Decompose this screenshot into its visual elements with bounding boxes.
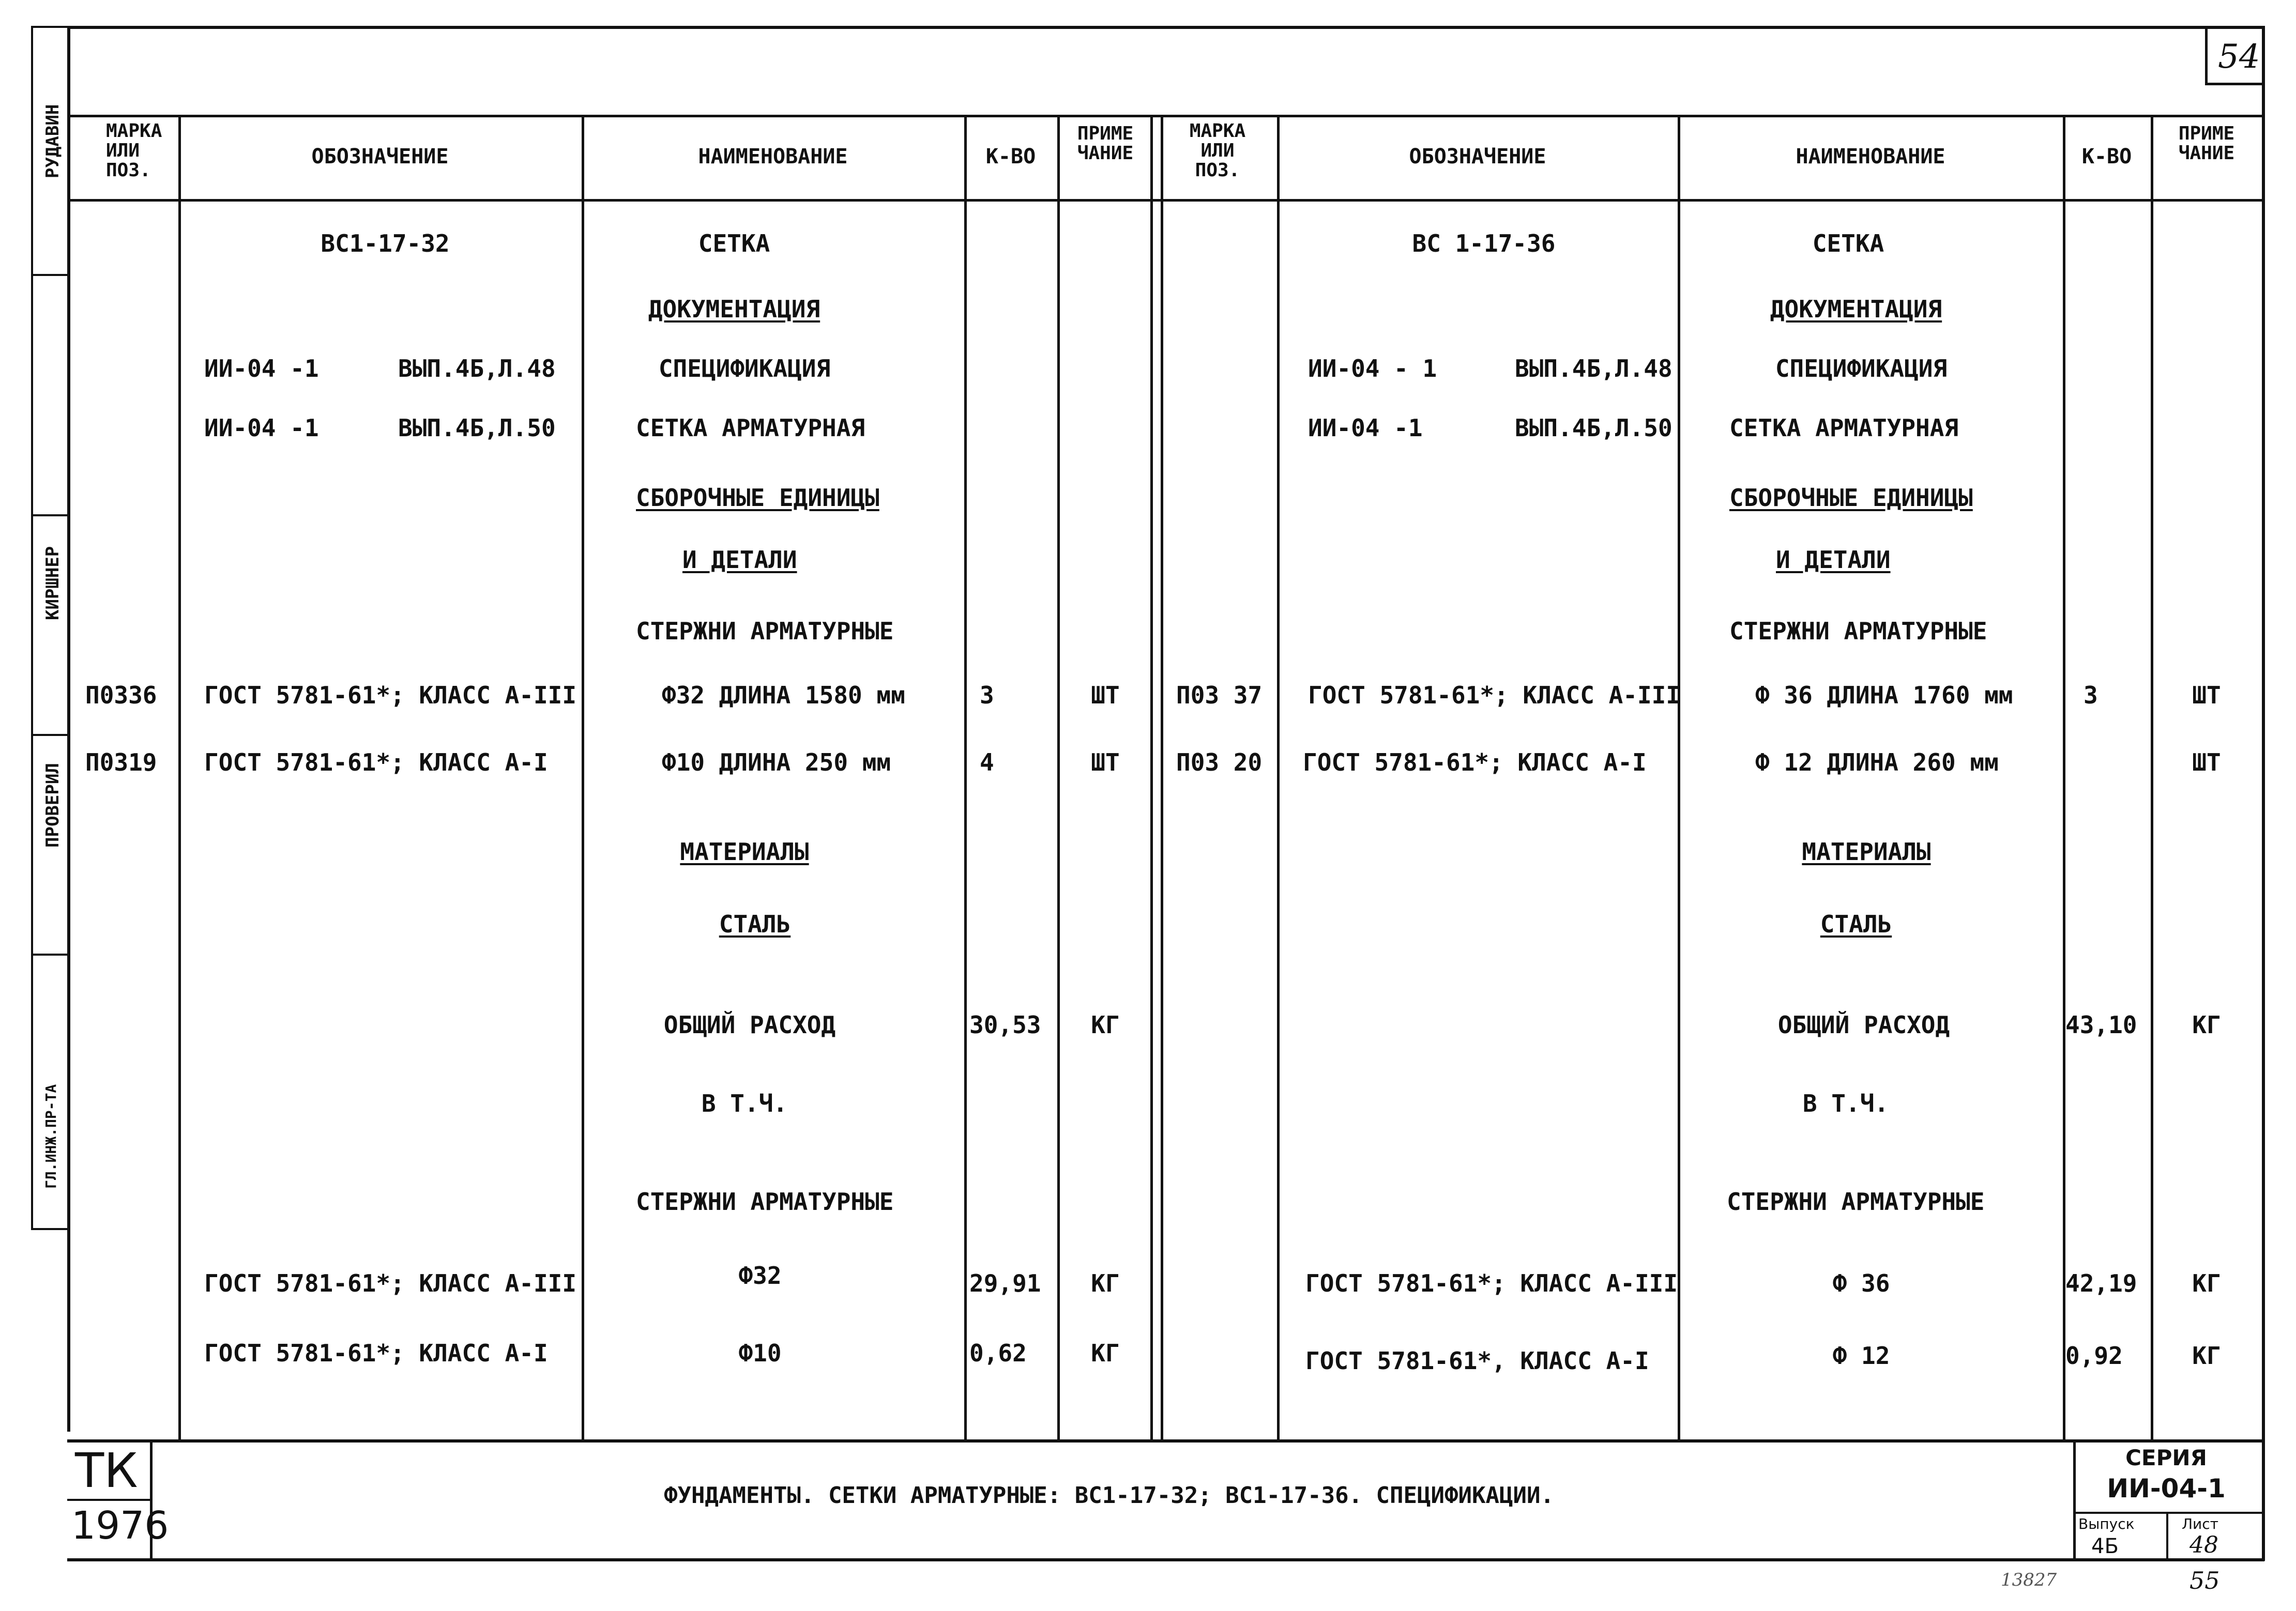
header-designation-right: ОБОЗНАЧЕНИЕ — [1409, 145, 1546, 168]
col-line — [1057, 115, 1060, 1440]
right-title-name: СЕТКА — [1812, 229, 1884, 257]
right-steel: СТАЛЬ — [1820, 910, 1892, 938]
left-r2-std: ГОСТ 5781-61*; КЛАСС А-I — [204, 748, 548, 776]
right-rods2: СТЕРЖНИ АРМАТУРНЫЕ — [1727, 1188, 1985, 1216]
col-line — [1678, 115, 1680, 1440]
year-label: 1976 — [71, 1503, 169, 1548]
right-rods: СТЕРЖНИ АРМАТУРНЫЕ — [1729, 617, 1987, 645]
strip-checker2: ПРОВЕРИЛ — [42, 763, 63, 848]
left-doc2-ref: ВЫП.4Б,Л.50 — [398, 414, 556, 442]
right-incl: В Т.Ч. — [1802, 1090, 1889, 1117]
right-doc2-name: СЕТКА АРМАТУРНАЯ — [1729, 414, 1959, 442]
bottom-code: 13827 — [2001, 1570, 2057, 1590]
left-m1-qty: 29,91 — [969, 1269, 1041, 1297]
left-r2-pos: П0319 — [85, 748, 157, 776]
title-block-divider — [2073, 1439, 2076, 1561]
left-m2-std: ГОСТ 5781-61*; КЛАСС А-I — [204, 1339, 548, 1367]
left-title-designation: ВС1-17-32 — [321, 229, 450, 257]
right-m1-std: ГОСТ 5781-61*; КЛАСС А-III — [1305, 1269, 1678, 1297]
strip-designer: РУДАВИН — [42, 104, 63, 178]
table-bottom-line — [67, 1439, 2264, 1443]
left-materials: МАТЕРИАЛЫ — [680, 838, 809, 866]
left-r2-qty: 4 — [980, 748, 994, 776]
sheet-number: 54 — [2218, 38, 2260, 76]
series-label: СЕРИЯ — [2125, 1445, 2207, 1470]
left-incl: В Т.Ч. — [701, 1090, 788, 1117]
right-r2-name: Ф 12 ДЛИНА 260 мм — [1755, 748, 1999, 776]
left-doc2-name: СЕТКА АРМАТУРНАЯ — [636, 414, 865, 442]
header-qty-right: К-ВО — [2081, 145, 2132, 168]
left-asm2: И ДЕТАЛИ — [682, 546, 797, 574]
issue-value: 4Б — [2091, 1535, 2119, 1558]
right-r1-pos: П03 37 — [1176, 681, 1263, 709]
right-r1-name: Ф 36 ДЛИНА 1760 мм — [1755, 681, 2013, 709]
left-m2-qty: 0,62 — [969, 1339, 1027, 1367]
left-doc1-name: СПЕЦИФИКАЦИЯ — [658, 355, 831, 382]
left-total-unit: КГ — [1091, 1011, 1120, 1039]
right-m2-name: Ф 12 — [1832, 1342, 1890, 1370]
right-asm1: СБОРОЧНЫЕ ЕДИНИЦЫ — [1729, 484, 1973, 512]
org-divider — [67, 1499, 150, 1501]
left-r1-pos: П0336 — [85, 681, 157, 709]
strip-divider — [31, 274, 67, 276]
left-rods: СТЕРЖНИ АРМАТУРНЫЕ — [636, 617, 894, 645]
strip-checker1: КИРШНЕР — [42, 546, 63, 620]
series-divider — [2073, 1512, 2264, 1514]
header-top-line — [67, 115, 2264, 117]
right-doc2-code: ИИ-04 -1 — [1308, 414, 1423, 442]
issue-label: Выпуск — [2078, 1515, 2135, 1532]
right-m1-name: Ф 36 — [1832, 1269, 1890, 1297]
col-line — [178, 115, 181, 1440]
right-r1-std: ГОСТ 5781-61*; КЛАСС А-III — [1308, 681, 1681, 709]
bottom-page: 55 — [2189, 1567, 2220, 1594]
header-note-right: ПРИМЕ ЧАНИЕ — [2178, 123, 2235, 164]
left-doc1-ref: ВЫП.4Б,Л.48 — [398, 355, 556, 382]
org-label: ТК — [75, 1443, 138, 1498]
right-total-unit: КГ — [2192, 1011, 2221, 1039]
frame-left — [67, 26, 70, 1432]
frame-top — [67, 26, 2264, 29]
right-title-designation: ВС 1-17-36 — [1412, 229, 1556, 257]
strip-chief: ГЛ.ИНЖ.ПР-ТА — [42, 1084, 59, 1189]
right-m2-unit: КГ — [2192, 1342, 2221, 1370]
right-doc-section: ДОКУМЕНТАЦИЯ — [1770, 295, 1942, 323]
strip-divider — [31, 514, 67, 516]
left-m1-name: Ф32 — [738, 1262, 782, 1290]
right-asm2: И ДЕТАЛИ — [1776, 546, 1891, 574]
right-total-qty: 43,10 — [2065, 1011, 2137, 1039]
header-mark-right: МАРКА ИЛИ ПОЗ. — [1189, 120, 1246, 181]
left-asm1: СБОРОЧНЫЕ ЕДИНИЦЫ — [636, 484, 879, 512]
left-m1-std: ГОСТ 5781-61*; КЛАСС А-III — [204, 1269, 577, 1297]
right-r1-unit: ШТ — [2192, 681, 2221, 709]
left-m2-name: Ф10 — [738, 1339, 782, 1367]
left-total: ОБЩИЙ РАСХОД — [663, 1011, 836, 1039]
left-r1-name: Ф32 ДЛИНА 1580 мм — [662, 681, 905, 709]
issue-divider — [2166, 1512, 2168, 1561]
left-strip — [31, 26, 67, 1230]
col-line — [582, 115, 584, 1440]
header-designation: ОБОЗНАЧЕНИЕ — [311, 145, 449, 168]
left-r1-unit: ШТ — [1091, 681, 1120, 709]
col-line — [1161, 115, 1163, 1440]
right-doc1-code: ИИ-04 - 1 — [1308, 355, 1437, 382]
right-total: ОБЩИЙ РАСХОД — [1777, 1011, 1950, 1039]
left-r2-unit: ШТ — [1091, 748, 1120, 776]
header-name: НАИМЕНОВАНИЕ — [698, 145, 848, 168]
col-line — [2063, 115, 2065, 1440]
left-doc2-code: ИИ-04 -1 — [204, 414, 319, 442]
left-m2-unit: КГ — [1091, 1339, 1120, 1367]
left-title-name: СЕТКА — [698, 229, 770, 257]
right-materials: МАТЕРИАЛЫ — [1802, 838, 1931, 866]
left-total-qty: 30,53 — [969, 1011, 1041, 1039]
document-title: ФУНДАМЕНТЫ. СЕТКИ АРМАТУРНЫЕ: ВС1-17-32; ВС1-17-36. СПЕЦИФИКАЦИИ. — [664, 1482, 1554, 1509]
left-m1-unit: КГ — [1091, 1269, 1120, 1297]
left-r1-std: ГОСТ 5781-61*; КЛАСС А-III — [204, 681, 577, 709]
series-value: ИИ-04-1 — [2107, 1474, 2226, 1503]
left-r2-name: Ф10 ДЛИНА 250 мм — [662, 748, 891, 776]
right-m1-unit: КГ — [2192, 1269, 2221, 1297]
left-doc1-code: ИИ-04 -1 — [204, 355, 319, 382]
left-steel: СТАЛЬ — [719, 910, 791, 938]
header-bottom-line — [67, 199, 2264, 202]
right-m2-qty: 0,92 — [2065, 1342, 2123, 1370]
header-mark: МАРКА ИЛИ ПОЗ. — [106, 120, 162, 181]
right-r2-std: ГОСТ 5781-61*; КЛАСС А-I — [1303, 748, 1647, 776]
left-r1-qty: 3 — [980, 681, 994, 709]
header-note: ПРИМЕ ЧАНИЕ — [1077, 123, 1134, 164]
right-doc1-name: СПЕЦИФИКАЦИЯ — [1775, 355, 1948, 382]
left-doc-section: ДОКУМЕНТАЦИЯ — [648, 295, 820, 323]
strip-divider — [31, 734, 67, 736]
right-m2-std: ГОСТ 5781-61*, КЛАСС А-I — [1305, 1347, 1649, 1375]
frame-bottom — [67, 1558, 2264, 1561]
col-line — [1277, 115, 1280, 1440]
right-doc1-ref: ВЫП.4Б,Л.48 — [1515, 355, 1672, 382]
left-rods2: СТЕРЖНИ АРМАТУРНЫЕ — [636, 1188, 894, 1216]
right-doc2-ref: ВЫП.4Б,Л.50 — [1515, 414, 1672, 442]
right-r2-pos: П03 20 — [1176, 748, 1263, 776]
right-r2-unit: ШТ — [2192, 748, 2221, 776]
sheet-value: 48 — [2189, 1532, 2218, 1558]
right-m1-qty: 42,19 — [2065, 1269, 2137, 1297]
sheet-label: Лист — [2182, 1515, 2218, 1532]
header-name-right: НАИМЕНОВАНИЕ — [1796, 145, 1945, 168]
right-r1-qty: 3 — [2084, 681, 2098, 709]
col-line — [964, 115, 967, 1440]
frame-right — [2262, 26, 2265, 1561]
header-qty: К-ВО — [985, 145, 1036, 168]
col-line — [1150, 115, 1153, 1440]
strip-divider — [31, 954, 67, 956]
col-line — [2151, 115, 2153, 1440]
